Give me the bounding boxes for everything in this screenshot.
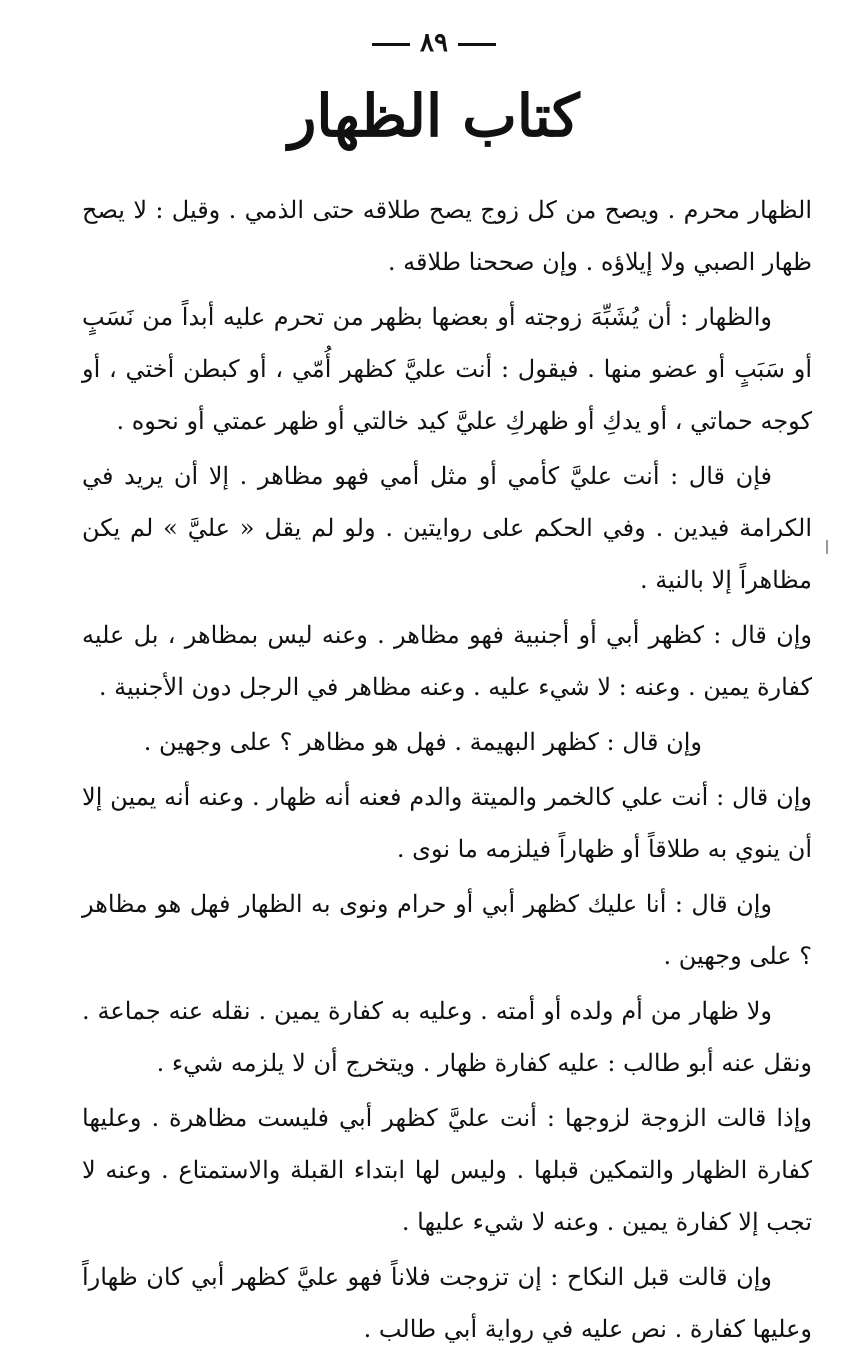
paragraph-zihar-form: والظهار : أن يُشَبِّهَ زوجته أو بعضها بظهر من تحرم عليه أبداً من نَسَبٍ أو سَبَبٍ أو عضو منها . فيقول : أنت عليَّ كظهر أُمّي ، أو كبطن أختي ، أو كوجه حماتي ، أو يدكِ أو ظهركِ عليَّ كيد خالتي أو ظهر عمتي أو نحوه .: [82, 303, 812, 435]
paragraph-zihar-definition: الظهار محرم . ويصح من كل زوج يصح طلاقه حتى الذمي . وقيل : لا يصح ظهار الصبي ولا إيلاؤه . وإن صححنا طلاقه .: [82, 196, 813, 276]
paragraph-wife-says: وإذا قالت الزوجة لزوجها : أنت عليَّ كظهر أبي فليست مظاهرة . وعليها كفارة الظهار والتمكين قبلها . وليس لها ابتداء القبلة والاستمتاع . وعنه لا تجب إلا كفارة يمين . وعنه لا شيء عليها .: [82, 1104, 812, 1236]
page-number-text: ٨٩: [420, 28, 448, 58]
page-number: [0, 28, 868, 58]
paragraph-wine-carrion: وإن قال : أنت علي كالخمر والميتة والدم فعنه أنه ظهار . وعنه أنه يمين إلا أن ينوي به طلاقاً أو ظهاراً فيلزمه ما نوى .: [82, 783, 812, 863]
paragraph-i-am-to-you: وإن قال : أنا عليك كظهر أبي أو حرام ونوى به الظهار فهل هو مظاهر ؟ على وجهين .: [82, 890, 812, 970]
page-number-dash-right: [458, 43, 496, 46]
page-number-dash-left: [372, 43, 410, 46]
chapter-body: [82, 184, 812, 1358]
paragraph-animal: وإن قال : كظهر البهيمة . فهل هو مظاهر ؟ على وجهين .: [143, 728, 702, 756]
paragraph-father-foreigner: وإن قال : كظهر أبي أو أجنبية فهو مظاهر . وعنه ليس بمظاهر ، بل عليه كفارة يمين . وعنه : لا شيء عليه . وعنه مظاهر في الرجل دون الأجنبية .: [82, 621, 812, 701]
paragraph-like-mother: فإن قال : أنت عليَّ كأمي أو مثل أمي فهو مظاهر . إلا أن يريد في الكرامة فيدين . وفي الحكم على روايتين . ولو لم يقل « عليَّ » لم يكن مظاهراً إلا بالنية .: [82, 462, 812, 594]
paragraph-before-marriage: وإن قالت قبل النكاح : إن تزوجت فلاناً فهو عليَّ كظهر أبي كان ظهاراً وعليها كفارة . نص عليه في رواية أبي طالب .: [82, 1263, 812, 1343]
margin-mark: [826, 540, 828, 554]
chapter-title: كتاب الظهار: [288, 82, 580, 150]
paragraph-slave-woman: ولا ظهار من أم ولده أو أمته . وعليه به كفارة يمين . نقله عنه جماعة . ونقل عنه أبو طالب : عليه كفارة ظهار . ويتخرج أن لا يلزمه شيء .: [82, 997, 812, 1077]
